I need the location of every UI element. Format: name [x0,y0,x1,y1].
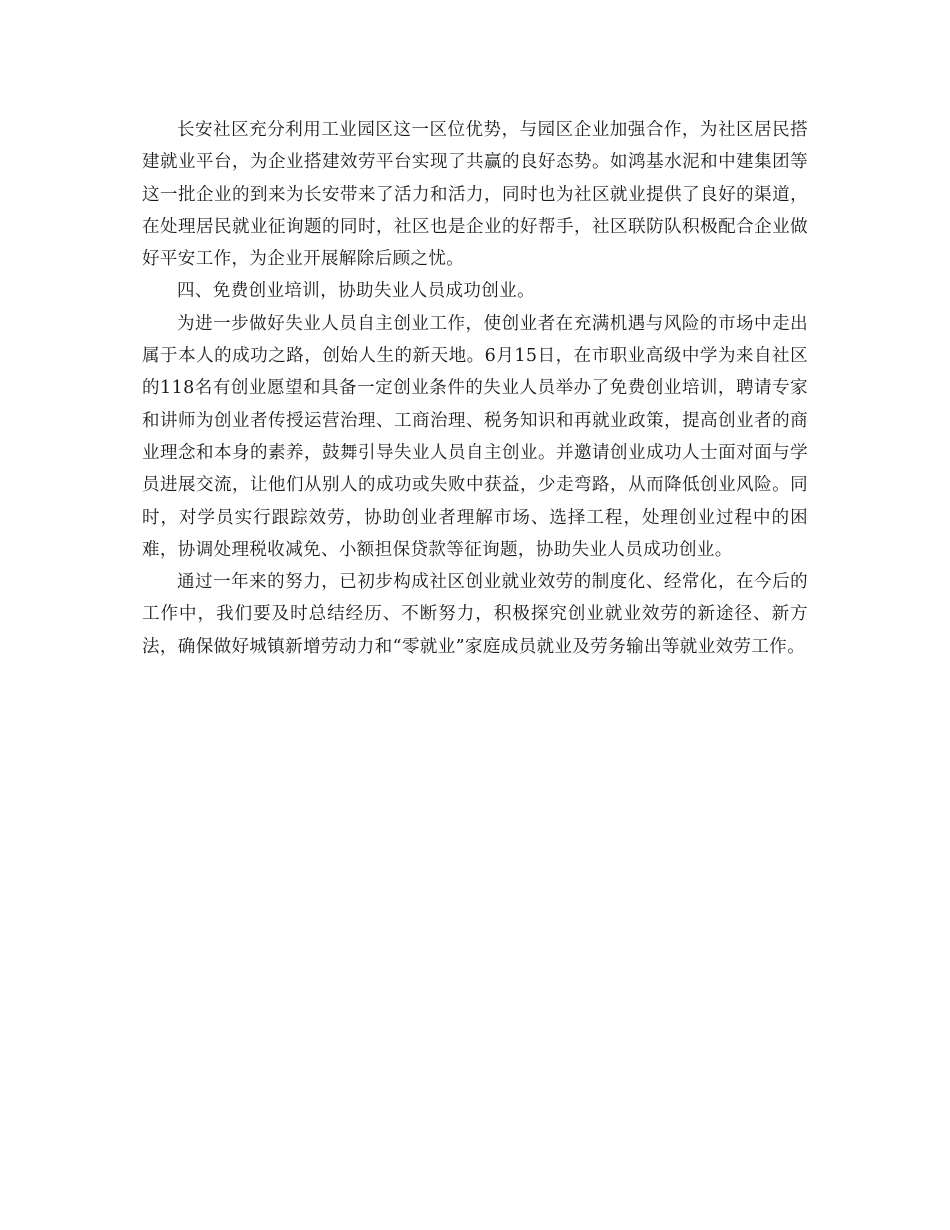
paragraph-conclusion: 通过一年来的努力，已初步构成社区创业就业效劳的制度化、经常化，在今后的工作中，我们要及时总结经历、不断努力，积极探究创业就业效劳的新途径、新方法，确保做好城镇新增劳动力和“零就业”家庭成员就业及劳务输出等就业效劳工作。 [142,572,808,657]
document-body [142,114,808,663]
section-heading-free-training: 四、免费创业培训，协助失业人员成功创业。 [177,281,535,302]
paragraph-community-cooperation: 长安社区充分利用工业园区这一区位优势，与园区企业加强合作，为社区居民搭建就业平台，为企业搭建效劳平台实现了共赢的良好态势。如鸿基水泥和中建集团等这一批企业的到来为长安带来了活力和活力，同时也为社区就业提供了良好的渠道，在处理居民就业征询题的同时，社区也是企业的好帮手，社区联防队积极配合企业做好平安工作，为企业开展解除后顾之忧。 [142,120,808,270]
paragraph-entrepreneurship-training: 为进一步做好失业人员自主创业工作，使创业者在充满机遇与风险的市场中走出属于本人的成功之路，创始人生的新天地。6月15日，在市职业高级中学为来自社区的118名有创业愿望和具备一定创业条件的失业人员举办了免费创业培训，聘请专家和讲师为创业者传授运营治理、工商治理、税务知识和再就业政策，提高创业者的商业理念和本身的素养，鼓舞引导失业人员自主创业。并邀请创业成功人士面对面与学员进展交流，让他们从别人的成功或失败中获益，少走弯路，从而降低创业风险。同时，对学员实行跟踪效劳，协助创业者理解市场、选择工程，处理创业过程中的困难，协调处理税收减免、小额担保贷款等征询题，协助失业人员成功创业。 [142,313,808,560]
